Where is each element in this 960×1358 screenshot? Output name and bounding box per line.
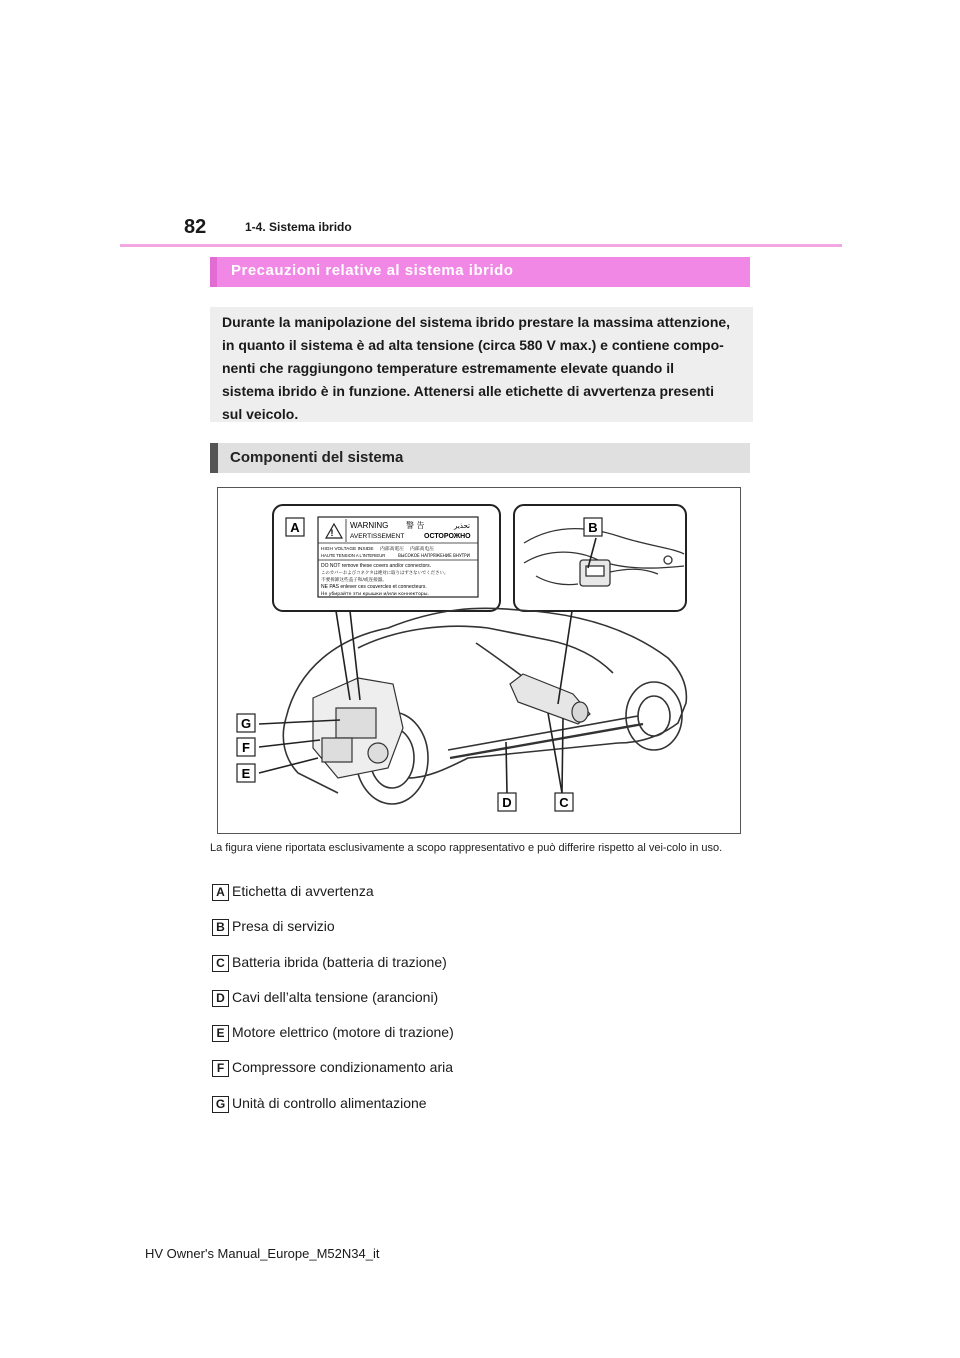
callout-a: A: [290, 520, 300, 535]
callout-b: B: [588, 520, 598, 535]
legend-letter-g: G: [212, 1096, 229, 1113]
legend-text: Cavi dell’alta tensione (arancioni): [232, 988, 439, 1005]
label-line: WARNING: [350, 521, 389, 530]
legend-text: Unità di controllo alimentazione: [232, 1094, 427, 1111]
callout-f: F: [242, 740, 250, 755]
legend-text: Compressore condizionamento aria: [232, 1059, 453, 1076]
label-line: DO NOT remove these covers and/or connectors.: [321, 563, 431, 569]
label-line: HAUTE TENSION A L'INTERIEUR: [321, 553, 386, 558]
page-number: 82: [184, 216, 207, 238]
label-line: 不要拆卸这些盖子和/或连接器。: [321, 578, 387, 583]
legend-letter-f: F: [212, 1060, 229, 1077]
legend-letter-d: D: [212, 990, 229, 1007]
label-line: ОСТОРОЖНО: [424, 533, 471, 540]
legend-text: Etichetta di avvertenza: [232, 883, 374, 899]
intro-line: sistema ibrido è in funzione. Attenersi alle etichette di avvertenza presenti: [222, 383, 714, 399]
label-line: تحذير: [454, 522, 470, 530]
label-line: AVERTISSEMENT: [350, 533, 405, 540]
page-footer: HV Owner's Manual_Europe_M52N34_it: [145, 1246, 380, 1261]
hybrid-battery-illustration: [510, 674, 590, 724]
svg-text:!: !: [330, 528, 334, 538]
label-line: NE PAS enlever ces couvercles et connecteurs.: [321, 584, 427, 590]
components-heading-title: Componenti del sistema: [230, 449, 404, 466]
callout-d: D: [502, 795, 512, 810]
engine-bay-illustration: [313, 678, 403, 778]
label-line: 内部高電圧: [380, 547, 404, 552]
intro-line: sul veicolo.: [222, 406, 299, 422]
legend-item: [210, 915, 750, 950]
label-line: 内部高电压: [410, 547, 434, 552]
legend-letter-b: B: [212, 919, 229, 936]
car-diagram: [218, 488, 742, 835]
intro-line: in quanto il sistema è ad alta tensione (circa 580 V max.) e contiene compo-: [222, 337, 724, 353]
figure-caption: La figura viene riportata esclusivamente a scopo rappresentativo e può differire rispetto al vei-colo in uso.: [210, 842, 723, 854]
system-components-figure: [217, 487, 741, 834]
label-line: ВЫСОКОЕ НАПРЯЖЕНИЕ ВНУТРИ: [398, 553, 470, 558]
legend-item: [210, 951, 750, 986]
warning-label-sticker: [318, 517, 478, 597]
legend-text: Presa di servizio: [232, 918, 335, 935]
legend-item: [210, 1092, 750, 1127]
legend-item: [210, 986, 750, 1021]
label-line: Не убирайте эти крышки и/или коннекторы.: [321, 592, 429, 597]
intro-box: [210, 307, 753, 422]
legend-letter-e: E: [212, 1025, 229, 1042]
legend-item: [210, 1056, 750, 1091]
label-line: 警 告: [406, 521, 425, 530]
legend-text: Motore elettrico (motore di trazione): [232, 1024, 454, 1041]
legend-letter-c: C: [212, 955, 229, 972]
label-line: HIGH VOLTAGE INSIDE: [321, 547, 374, 552]
legend-item: [210, 1021, 750, 1056]
legend-text: Batteria ibrida (batteria di trazione): [232, 953, 447, 970]
intro-line: nenti che raggiungono temperature estremamente elevate quando il: [222, 360, 674, 376]
intro-line: Durante la manipolazione del sistema ibrido prestare la massima attenzione,: [222, 314, 731, 330]
header-divider: [120, 244, 842, 247]
callout-e: E: [241, 766, 251, 781]
section-banner: [210, 257, 750, 287]
label-line: このカバーおよびコネクタは絶対に取りはずさないでください。: [321, 571, 449, 576]
section-reference: 1-4. Sistema ibrido: [245, 220, 352, 234]
callout-c: C: [559, 795, 569, 810]
components-heading: [210, 443, 750, 473]
legend-letter-a: A: [212, 884, 229, 901]
legend-item: [210, 880, 750, 915]
callout-g: G: [240, 716, 252, 731]
component-legend: [210, 880, 750, 1127]
section-banner-title: Precauzioni relative al sistema ibrido: [231, 262, 514, 279]
